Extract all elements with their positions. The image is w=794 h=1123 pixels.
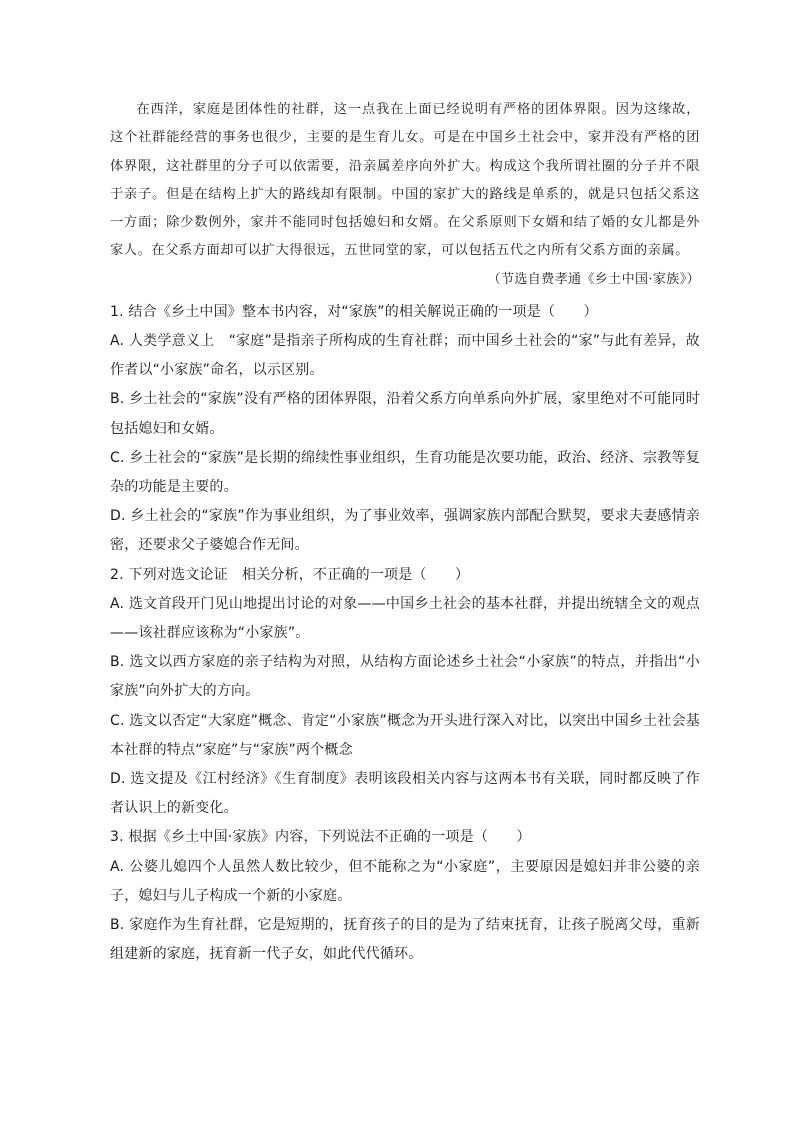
question-2 bbox=[110, 561, 700, 824]
document-page bbox=[110, 96, 700, 969]
option-a: A. 人类学意义上 “家庭”是指亲子所构成的生育社群；而中国乡土社会的“家”与此有差异，故作者以“小家族”命名，以示区别。 bbox=[110, 332, 700, 379]
option-a: A. 选文首段开门见山地提出讨论的对象——中国乡土社会的基本社群，并提出统辖全文的观点——该社群应该称为“小家族”。 bbox=[110, 595, 700, 642]
passage-text: 在西洋，家庭是团体性的社群，这一点我在上面已经说明有严格的团体界限。因为这缘故，这个社群能经营的事务也很少，主要的是生育儿女。可是在中国乡土社会中，家并没有严格的团体界限，这社群里的分子可以依需要，沿亲属差序向外扩大。构成这个我所谓社圈的分子并不限于亲子。但是在结构上扩大的路线却有限制。中国的家扩大的路线是单系的，就是只包括父系这一方面；除少数例外，家并不能同时包括媳妇和女婿。在父系原则下女婿和结了婚的女儿都是外家人。在父系方面却可以扩大得很远，五世同堂的家，可以包括五代之内所有父系方面的亲属。 bbox=[110, 102, 700, 259]
option-b: B. 选文以西方家庭的亲子结构为对照，从结构方面论述乡土社会“小家族”的特点，并指出“小家族”向外扩大的方向。 bbox=[110, 654, 700, 700]
question-3 bbox=[110, 823, 700, 969]
passage-source: （节选自费孝通《乡土中国·家族》） bbox=[487, 271, 700, 287]
question-stem: 3. 根据《乡土中国·家族》内容，下列说法不正确的一项是（ ） bbox=[110, 829, 531, 846]
option-c: C. 乡土社会的“家族”是长期的绵续性事业组织，生育功能是次要功能，政治、经济、宗教等复杂的功能是主要的。 bbox=[110, 449, 700, 495]
question-stem: 1. 结合《乡土中国》整本书内容，对“家族”的相关解说正确的一项是（ ） bbox=[110, 303, 598, 320]
question-stem: 2. 下列对选文论证 相关分析，不正确的一项是（ ） bbox=[110, 566, 470, 583]
option-a: A. 公婆儿媳四个人虽然人数比较少，但不能称之为“小家庭”，主要原因是媳妇并非公婆的亲子，媳妇与儿子构成一个新的小家庭。 bbox=[110, 858, 700, 904]
option-b: B. 家庭作为生育社群，它是短期的，抚育孩子的目的是为了结束抚育，让孩子脱离父母，重新组建新的家庭，抚育新一代子女，如此代代循环。 bbox=[110, 917, 700, 963]
question-list bbox=[110, 298, 700, 970]
option-d: D. 选文提及《江村经济》《生育制度》表明该段相关内容与这两本书有关联，同时都反映了作者认识上的新变化。 bbox=[110, 771, 700, 817]
option-b: B. 乡土社会的“家族”没有严格的团体界限，沿着父系方向单系向外扩展，家里绝对不可能同时包括媳妇和女婿。 bbox=[110, 391, 700, 437]
option-c: C. 选文以否定“大家庭”概念、肯定“小家族”概念为开头进行深入对比，以突出中国乡土社会基本社群的特点“家庭”与“家族”两个概念 bbox=[110, 712, 700, 758]
option-d: D. 乡土社会的“家族”作为事业组织，为了事业效率，强调家族内部配合默契，要求夫妻感情亲密，还要求父子婆媳合作无间。 bbox=[110, 508, 700, 554]
question-1 bbox=[110, 298, 700, 561]
